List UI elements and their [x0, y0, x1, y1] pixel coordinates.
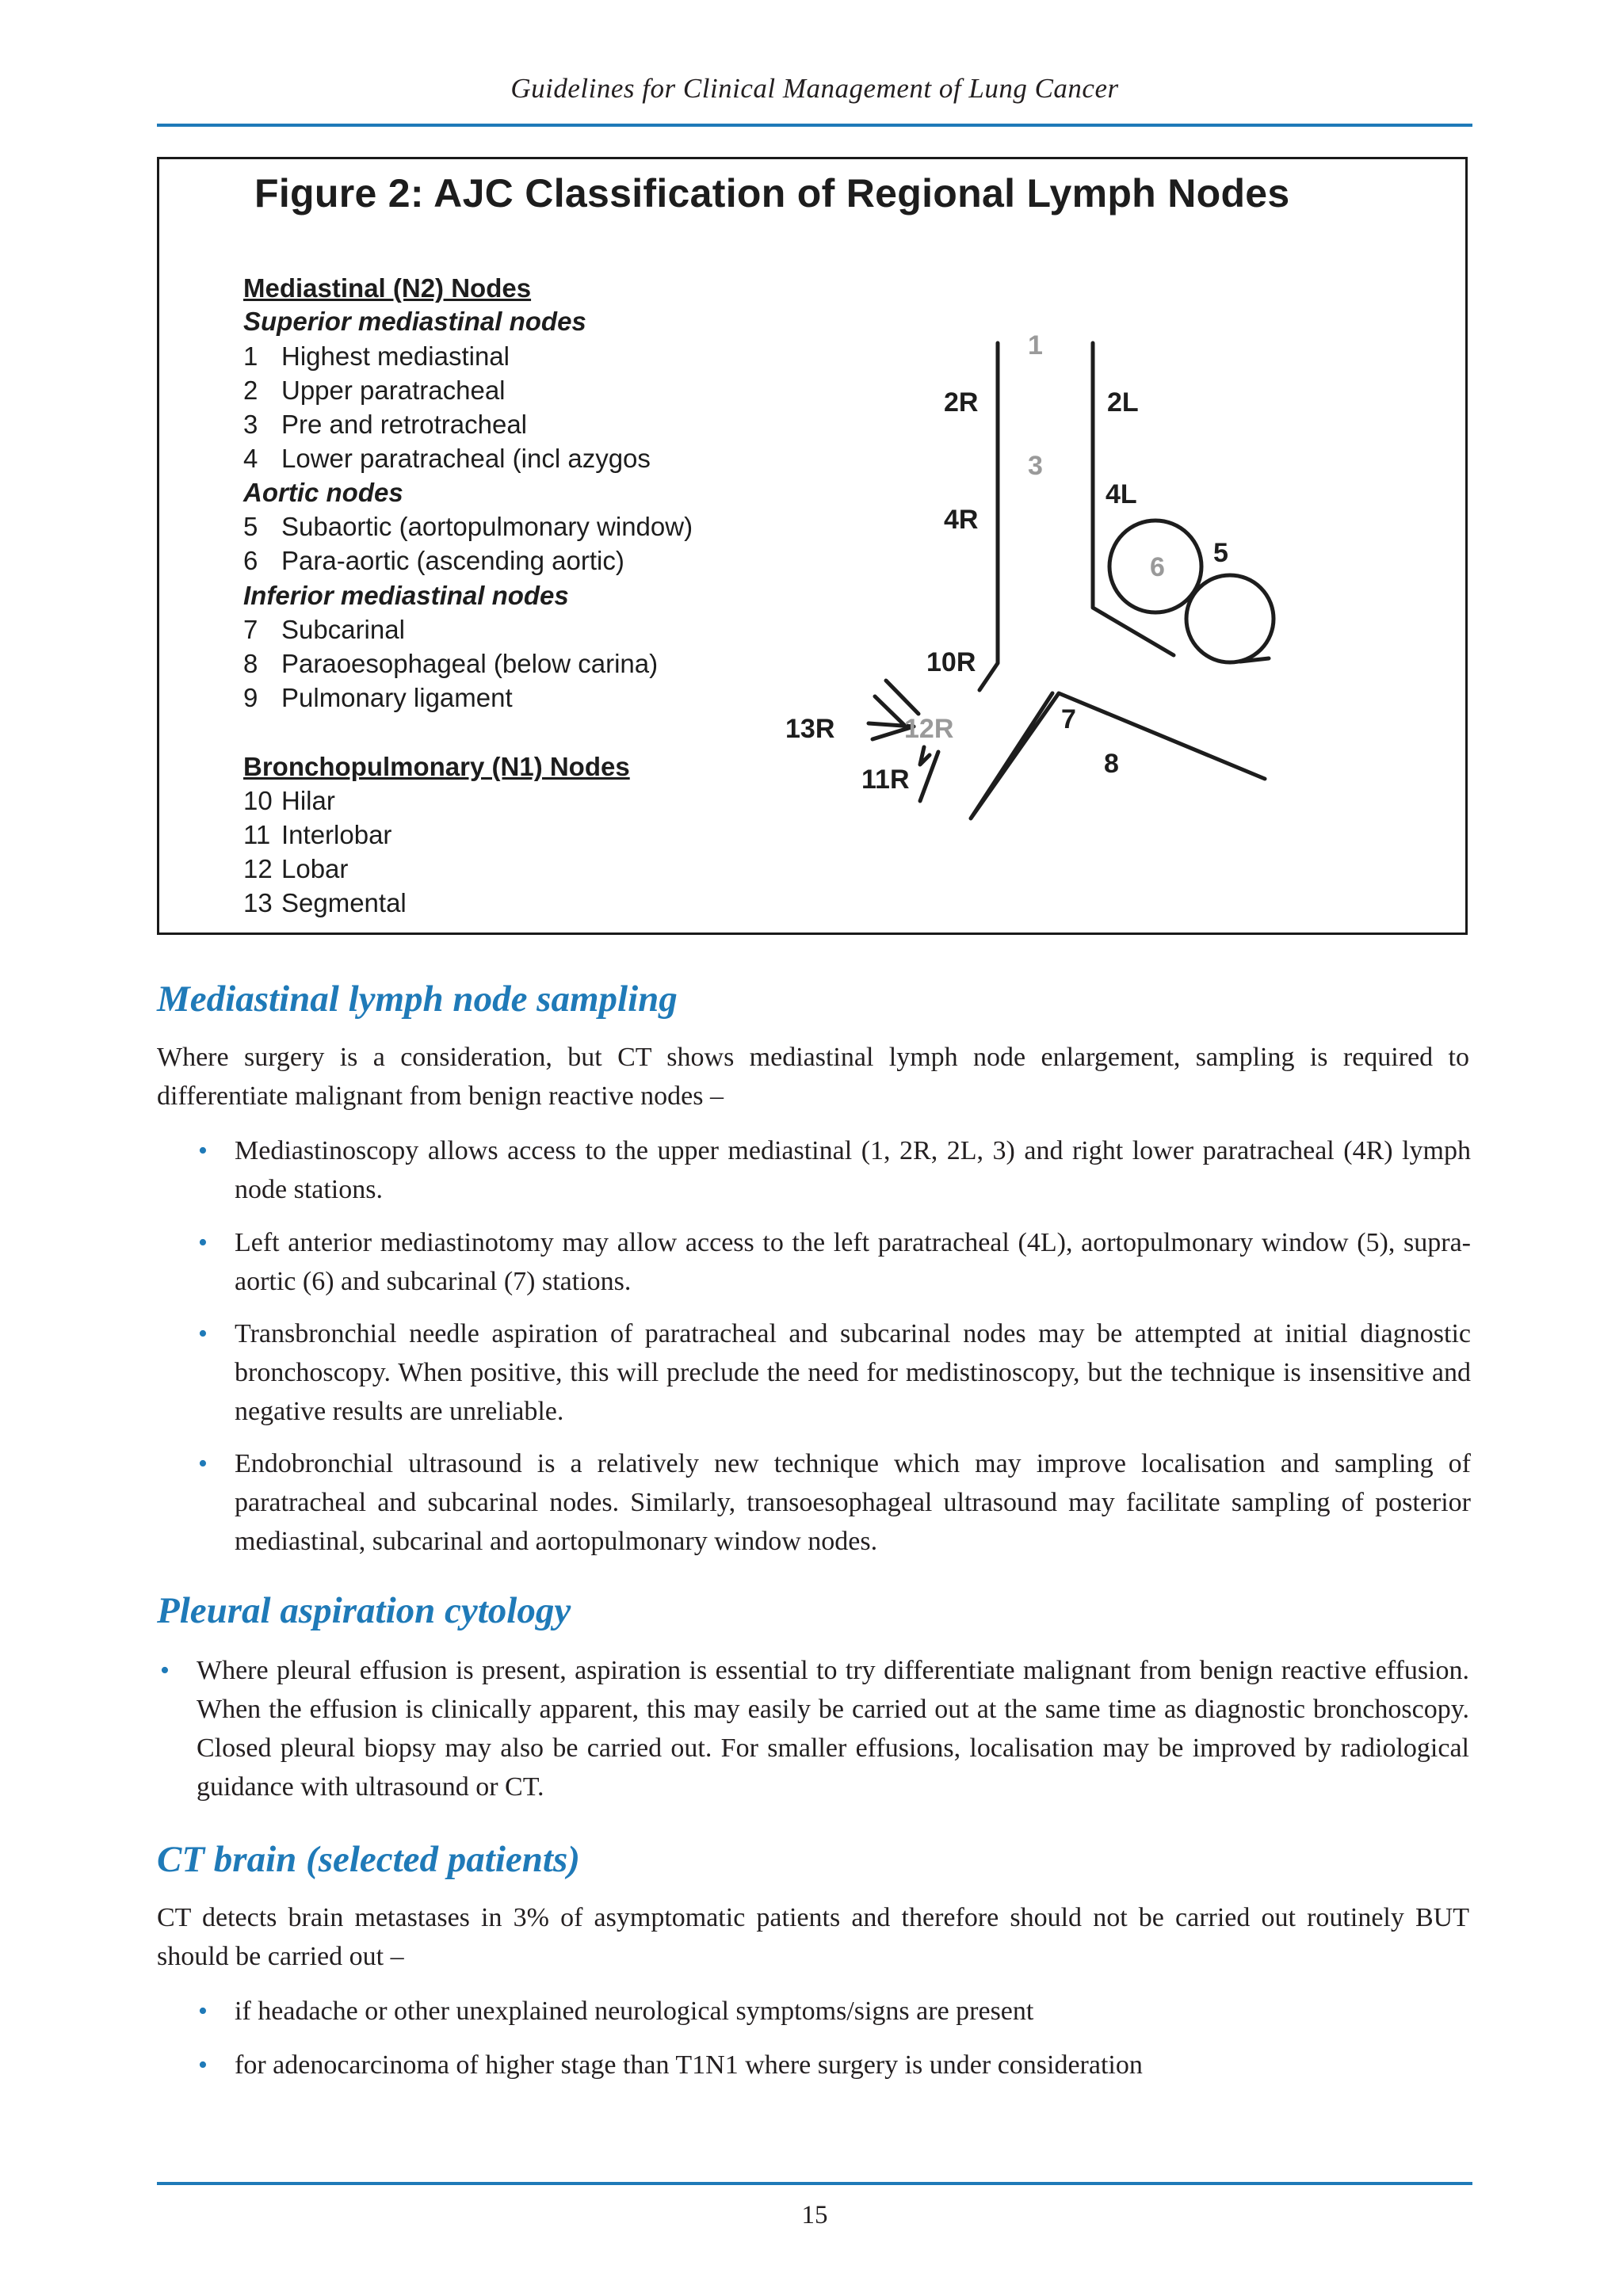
bullet-dot-icon: •: [198, 1228, 208, 1257]
running-header: Guidelines for Clinical Management of Lung Cancer: [510, 73, 1119, 104]
legend-num: 5: [243, 512, 258, 541]
legend-heading-superior: Superior mediastinal nodes: [243, 307, 586, 336]
node-5-circle: [1186, 575, 1274, 662]
mediastinal-bullet: [198, 1223, 1471, 1301]
label-8: 8: [1104, 749, 1119, 779]
legend-num: 6: [243, 546, 258, 575]
bullet-text: if headache or other unexplained neurological symptoms/signs are present: [235, 1997, 1034, 2026]
section-title-ct-brain: CT brain (selected patients): [157, 1839, 580, 1880]
page-number: 15: [801, 2201, 828, 2229]
label-4r: 4R: [944, 505, 979, 535]
label-4l: 4L: [1106, 479, 1137, 509]
legend-heading-inferior: Inferior mediastinal nodes: [243, 581, 569, 610]
legend-label: Highest mediastinal: [281, 341, 510, 371]
lymph-node-diagram: [159, 159, 1465, 933]
legend-label: Segmental: [281, 888, 407, 917]
ct-brain-intro: CT detects brain metastases in 3% of asymptomatic patients and therefore should not be carried out routinely BUT should be carried out –: [157, 1903, 1469, 1971]
ct-brain-bullet: [198, 1992, 1471, 2031]
bronchus-tick-1: [886, 681, 918, 714]
legend-num: 3: [243, 410, 258, 439]
pleural-bullet: [160, 1651, 1469, 1806]
legend-label: Subcarinal: [281, 615, 405, 644]
legend-num: 2: [243, 376, 258, 405]
label-2r: 2R: [944, 387, 979, 418]
label-13r: 13R: [785, 714, 835, 744]
bullet-text: for adenocarcinoma of higher stage than T1N1 where surgery is under consideration: [235, 2050, 1143, 2080]
label-7: 7: [1061, 704, 1076, 734]
legend-label: Lower paratracheal (incl azygos: [281, 444, 651, 473]
mediastinal-bullet: [198, 1444, 1471, 1561]
legend-heading-aortic: Aortic nodes: [243, 478, 403, 507]
header-rule: [157, 124, 1472, 127]
bullet-text: Mediastinoscopy allows access to the upper mediastinal (1, 2R, 2L, 3) and right lower paratracheal (4R) lymph node stations.: [235, 1136, 1471, 1204]
mediastinal-bullet: [198, 1314, 1471, 1431]
legend-num: 11: [243, 820, 271, 849]
arrow-11r: [920, 747, 930, 765]
legend-num: 13: [243, 888, 273, 917]
legend-label: Lobar: [281, 854, 349, 883]
label-3: 3: [1028, 451, 1043, 481]
legend-label: Subaortic (aortopulmonary window): [281, 512, 693, 541]
figure-title: Figure 2: AJC Classification of Regional Lymph Nodes: [254, 171, 1290, 215]
legend-heading-n1: Bronchopulmonary (N1) Nodes: [243, 752, 630, 781]
bullet-text: Where pleural effusion is present, aspiration is essential to try differentiate malignant from benign reactive effusion. When the effusion is clinically apparent, this may easily be carried out at the same time as diagnostic bronchoscopy. Closed pleural biopsy may also be carried out. For smaller effusions, localisation may be improved by radiological guidance with ultrasound or CT.: [197, 1656, 1469, 1802]
legend-num: 9: [243, 683, 258, 712]
legend-label: Upper paratracheal: [281, 376, 506, 405]
bullet-dot-icon: •: [198, 1449, 208, 1478]
section-title-mediastinal: Mediastinal lymph node sampling: [157, 978, 678, 1020]
label-12r: 12R: [904, 714, 954, 744]
mediastinal-intro: Where surgery is a consideration, but CT shows mediastinal lymph node enlargement, sampling is required to differentiate malignant from benign reactive nodes –: [157, 1043, 1469, 1111]
legend-label: Pulmonary ligament: [281, 683, 513, 712]
legend-heading-n2: Mediastinal (N2) Nodes: [243, 273, 532, 303]
bullet-dot-icon: •: [198, 1319, 208, 1348]
legend-num: 1: [243, 341, 258, 371]
ct-brain-bullet: [198, 2046, 1471, 2084]
footer-rule: [157, 2182, 1472, 2185]
legend-label: Para-aortic (ascending aortic): [281, 546, 624, 575]
label-6: 6: [1150, 552, 1165, 582]
bullet-dot-icon: •: [198, 2050, 208, 2080]
legend-num: 10: [243, 786, 273, 815]
legend-num: 12: [243, 854, 273, 883]
label-10r: 10R: [926, 647, 976, 677]
legend-num: 7: [243, 615, 258, 644]
legend-num: 8: [243, 649, 258, 678]
legend-num: 4: [243, 444, 258, 473]
bullet-dot-icon: •: [198, 1997, 208, 2026]
bullet-dot-icon: •: [198, 1136, 208, 1165]
label-5: 5: [1213, 538, 1228, 568]
legend-label: Hilar: [281, 786, 335, 815]
label-1: 1: [1028, 330, 1043, 360]
trachea-right-wall: [980, 343, 998, 690]
legend-label: Interlobar: [281, 820, 392, 849]
figure-2-box: [157, 157, 1468, 935]
bullet-text: Transbronchial needle aspiration of paratracheal and subcarinal nodes may be attempted at initial diagnostic bronchoscopy. When positive, this will preclude the need for medistinoscopy, but the technique is insensitive and negative results are unreliable.: [235, 1319, 1471, 1426]
bullet-dot-icon: •: [160, 1656, 170, 1685]
section-title-pleural: Pleural aspiration cytology: [157, 1590, 571, 1631]
legend-label: Pre and retrotracheal: [281, 410, 528, 439]
bullet-text: Endobronchial ultrasound is a relatively new technique which may improve localisation and sampling of paratracheal and subcarinal nodes. Similarly, transoesophageal ultrasound may facilitate sampling of posterior mediastinal, subcarinal and aortopulmonary window nodes.: [235, 1449, 1471, 1556]
legend-label: Paraoesophageal (below carina): [281, 649, 659, 678]
label-2l: 2L: [1107, 387, 1139, 418]
label-11r: 11R: [861, 765, 910, 795]
bullet-text: Left anterior mediastinotomy may allow access to the left paratracheal (4L), aortopulmonary window (5), supra-aortic (6) and subcarinal (7) stations.: [235, 1228, 1471, 1296]
mediastinal-bullet: [198, 1131, 1471, 1209]
